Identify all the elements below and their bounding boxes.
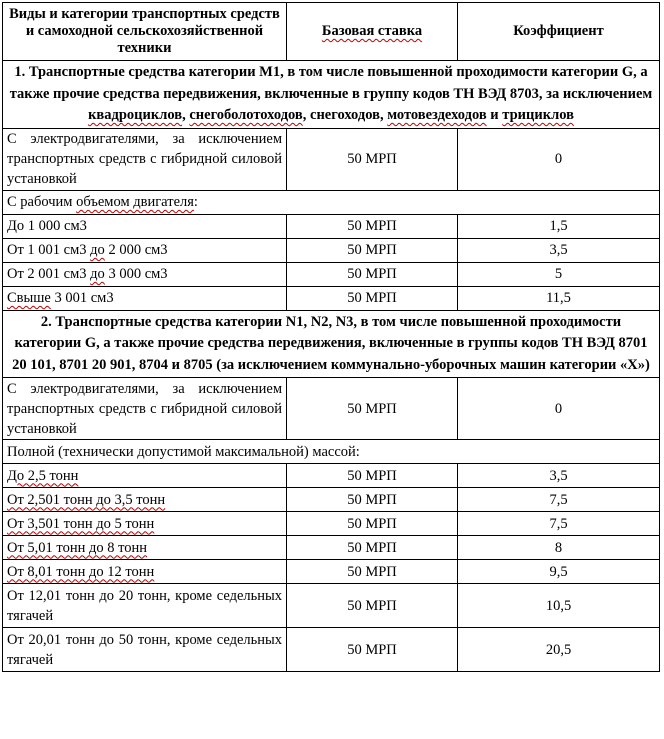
- section1-title: 1. Транспортные средства категории М1, в том числе повышенной проходимости категории G, а также прочие средства передвижения, включенные в группу кодов ТН ВЭД 8703, за исключением квадроциклов, снегоболотоходов, снегоходов, мотовездеходов и трициклов: [3, 61, 660, 129]
- table-row: [3, 560, 660, 584]
- mass-label: От 12,01 тонн до 20 тонн, кроме седельных тягачей: [3, 584, 287, 628]
- rate-cell: 50 МРП: [287, 286, 458, 310]
- rate-cell: 50 МРП: [287, 536, 458, 560]
- table-row: [3, 464, 660, 488]
- mass-label: От 8,01 тонн до 12 тонн: [3, 560, 287, 584]
- coefficient-cell: 1,5: [458, 214, 660, 238]
- rate-cell: 50 МРП: [287, 560, 458, 584]
- coefficient-cell: 7,5: [458, 488, 660, 512]
- section1-subheader: С рабочим объемом двигателя:: [3, 190, 660, 214]
- vehicle-tax-table: [2, 2, 660, 672]
- table-row: [3, 584, 660, 628]
- rate-cell: 50 МРП: [287, 262, 458, 286]
- rate-cell: 50 МРП: [287, 512, 458, 536]
- engine-volume-label: Свыше 3 001 см3: [3, 286, 287, 310]
- mass-label: От 3,501 тонн до 5 тонн: [3, 512, 287, 536]
- table-row: [3, 536, 660, 560]
- engine-volume-label: До 1 000 см3: [3, 214, 287, 238]
- rate-cell: 50 МРП: [287, 628, 458, 672]
- mass-label: От 2,501 тонн до 3,5 тонн: [3, 488, 287, 512]
- coefficient-cell: 7,5: [458, 512, 660, 536]
- section2-title-row: [3, 310, 660, 378]
- section1-electric-name: С электродвигателями, за исключением транспортных средств с гибридной силовой установкой: [3, 128, 287, 190]
- coefficient-cell: 9,5: [458, 560, 660, 584]
- section1-title-row: [3, 61, 660, 129]
- rate-cell: 50 МРП: [287, 464, 458, 488]
- mass-label: От 5,01 тонн до 8 тонн: [3, 536, 287, 560]
- table-row: [3, 128, 660, 190]
- header-types: Виды и категории транспортных средств и самоходной сельскохозяйственной техники: [3, 3, 287, 61]
- rate-cell: 50 МРП: [287, 584, 458, 628]
- mass-label: От 20,01 тонн до 50 тонн, кроме седельных тягачей: [3, 628, 287, 672]
- mass-label: До 2,5 тонн: [3, 464, 287, 488]
- coefficient-cell: 10,5: [458, 584, 660, 628]
- section2-subheader-row: [3, 440, 660, 464]
- table-row: [3, 238, 660, 262]
- header-coefficient: Коэффициент: [458, 3, 660, 61]
- section1-subheader-row: [3, 190, 660, 214]
- header-base-rate: [287, 3, 458, 61]
- section1-electric-rate: 50 МРП: [287, 128, 458, 190]
- section2-electric-rate: 50 МРП: [287, 378, 458, 440]
- section2-electric-coef: 0: [458, 378, 660, 440]
- rate-cell: 50 МРП: [287, 488, 458, 512]
- table-row: [3, 512, 660, 536]
- section1-electric-coef: 0: [458, 128, 660, 190]
- coefficient-cell: 20,5: [458, 628, 660, 672]
- table-row: [3, 262, 660, 286]
- section2-electric-name: С электродвигателями, за исключением транспортных средств с гибридной силовой установкой: [3, 378, 287, 440]
- table-row: [3, 378, 660, 440]
- header-base-rate-label: Базовая ставка: [321, 23, 423, 39]
- section2-subheader: Полной (технически допустимой максимальной) массой:: [3, 440, 660, 464]
- table-row: [3, 286, 660, 310]
- table-header-row: [3, 3, 660, 61]
- coefficient-cell: 8: [458, 536, 660, 560]
- coefficient-cell: 11,5: [458, 286, 660, 310]
- engine-volume-label: От 2 001 см3 до 3 000 см3: [3, 262, 287, 286]
- table-row: [3, 488, 660, 512]
- rate-cell: 50 МРП: [287, 238, 458, 262]
- coefficient-cell: 3,5: [458, 238, 660, 262]
- table-row: [3, 628, 660, 672]
- coefficient-cell: 5: [458, 262, 660, 286]
- coefficient-cell: 3,5: [458, 464, 660, 488]
- rate-cell: 50 МРП: [287, 214, 458, 238]
- section2-title: 2. Транспортные средства категории N1, N2, N3, в том числе повышенной проходимости категории G, а также прочие средства передвижения, включенные в группы кодов ТН ВЭД 8701 20 101, 8701 20 901, 8704 и 8705 (за исключением коммунально-уборочных машин категории «Х»): [3, 310, 660, 378]
- engine-volume-label: От 1 001 см3 до 2 000 см3: [3, 238, 287, 262]
- table-row: [3, 214, 660, 238]
